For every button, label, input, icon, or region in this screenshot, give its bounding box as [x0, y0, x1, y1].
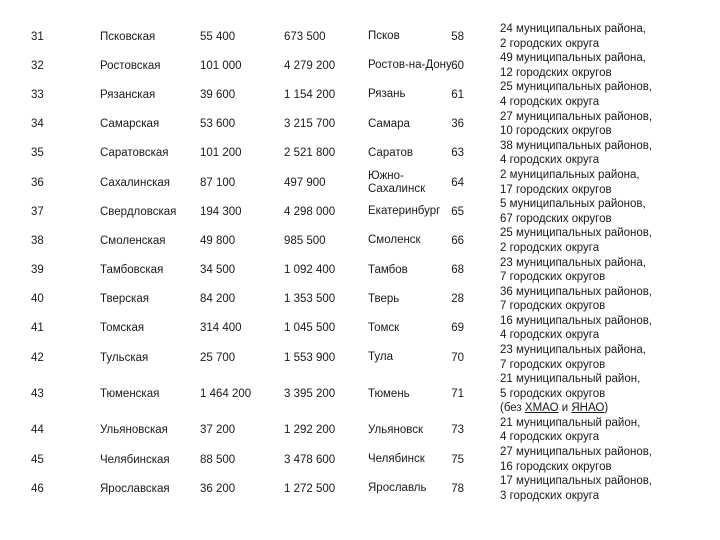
row-number: 36: [31, 176, 44, 189]
table-row: [0, 22, 720, 51]
region-population: 985 500: [284, 234, 326, 247]
region-capital: Ростов-на-Дону: [368, 59, 452, 72]
municipal-composition: [500, 445, 720, 474]
region-name: Тамбовская: [100, 264, 164, 277]
municipal-line: 17 муниципальных районов,: [500, 475, 653, 488]
region-population: 1 154 200: [284, 88, 336, 101]
region-area: 55 400: [200, 30, 236, 43]
region-name: Самарская: [100, 118, 160, 131]
region-area: 101 000: [200, 59, 242, 72]
municipal-composition: [500, 256, 720, 285]
municipal-line: 27 муниципальных районов,: [500, 110, 653, 123]
municipal-composition: [500, 474, 720, 503]
region-population: 1 045 500: [284, 322, 336, 335]
region-code: 70: [451, 351, 464, 364]
region-code: 65: [451, 205, 464, 218]
region-name: Тульская: [100, 351, 149, 364]
table-row: [0, 343, 720, 372]
row-number: 38: [31, 234, 44, 247]
municipal-composition: [500, 416, 720, 445]
municipal-composition: [500, 139, 720, 168]
region-capital: Тула: [368, 351, 393, 364]
municipal-line: 2 муниципальных района,: [500, 168, 640, 181]
region-capital: Смоленск: [368, 234, 421, 247]
region-name: Томская: [100, 322, 145, 335]
region-population: 3 215 700: [284, 118, 336, 131]
municipal-composition: [500, 372, 720, 416]
row-number: 43: [31, 388, 44, 401]
row-number: 44: [31, 424, 44, 437]
row-number: 31: [31, 30, 44, 43]
municipal-line: 7 городских округов: [500, 358, 606, 371]
region-name: Рязанская: [100, 88, 156, 101]
table-row: [0, 139, 720, 168]
region-code: 75: [451, 453, 464, 466]
region-population: 1 553 900: [284, 351, 336, 364]
region-area: 314 400: [200, 322, 242, 335]
region-area: 53 600: [200, 118, 236, 131]
municipal-line: 17 городских округов: [500, 183, 612, 196]
region-name: Смоленская: [100, 234, 166, 247]
municipal-line: 38 муниципальных районов,: [500, 139, 653, 152]
row-number: 40: [31, 293, 44, 306]
municipal-line: 2 городских округа: [500, 37, 600, 50]
region-code: 71: [451, 388, 464, 401]
municipal-line: 5 городских округов: [500, 387, 606, 400]
region-area: 49 800: [200, 234, 236, 247]
municipal-line: 12 городских округов: [500, 66, 612, 79]
municipal-line: 25 муниципальных районов,: [500, 81, 653, 94]
municipal-line: 3 городских округа: [500, 489, 600, 502]
region-name: Псковская: [100, 30, 156, 43]
municipal-line: 2 городских округа: [500, 241, 600, 254]
regions-table: [0, 22, 720, 503]
row-number: 39: [31, 264, 44, 277]
region-code: 61: [451, 88, 464, 101]
region-code: 60: [451, 59, 464, 72]
region-code: 63: [451, 147, 464, 160]
region-population: 2 521 800: [284, 147, 336, 160]
municipal-line: 24 муниципальных района,: [500, 23, 646, 35]
region-area: 87 100: [200, 176, 236, 189]
table-row: [0, 314, 720, 343]
municipal-line: 16 муниципальных районов,: [500, 314, 653, 327]
row-number: 37: [31, 205, 44, 218]
municipal-line: 4 городских округа: [500, 154, 600, 167]
region-code: 68: [451, 264, 464, 277]
region-capital: Екатеринбург: [368, 205, 441, 218]
region-name: Сахалинская: [100, 176, 170, 189]
region-name: Тюменская: [100, 388, 160, 401]
note-text: и: [558, 402, 572, 415]
row-number: 34: [31, 118, 44, 131]
municipal-line: 4 городских округа: [500, 95, 600, 108]
municipal-note: [500, 401, 608, 416]
region-name: Ярославская: [100, 482, 170, 495]
region-population: 4 298 000: [284, 205, 336, 218]
note-text: (без: [500, 402, 525, 415]
region-capital: Южно-Сахалинск: [368, 169, 426, 195]
table-row: [0, 168, 720, 197]
row-number: 46: [31, 482, 44, 495]
row-number: 45: [31, 453, 44, 466]
region-population: 1 272 500: [284, 482, 336, 495]
region-area: 39 600: [200, 88, 236, 101]
municipal-line: 4 городских округа: [500, 329, 600, 342]
municipal-line: 67 городских округов: [500, 212, 612, 225]
region-area: 36 200: [200, 482, 236, 495]
table-row: [0, 226, 720, 255]
region-population: 4 279 200: [284, 59, 336, 72]
region-name: Ростовская: [100, 59, 161, 72]
municipal-composition: [500, 343, 720, 372]
region-area: 37 200: [200, 424, 236, 437]
region-capital: Томск: [368, 321, 400, 334]
table-row: [0, 110, 720, 139]
hmao-link[interactable]: ХМАО: [524, 402, 559, 415]
table-row: [0, 80, 720, 109]
region-area: 194 300: [200, 205, 242, 218]
region-capital: Рязань: [368, 88, 406, 101]
municipal-line: 4 городских округа: [500, 431, 600, 444]
region-code: 78: [451, 482, 464, 495]
region-code: 28: [451, 293, 464, 306]
table-row: [0, 285, 720, 314]
region-capital: Челябинск: [368, 453, 425, 466]
region-capital: Ярославль: [368, 482, 427, 495]
municipal-composition: [500, 51, 720, 80]
region-capital: Самара: [368, 117, 410, 130]
note-text: ): [604, 402, 609, 415]
region-code: 66: [451, 234, 464, 247]
row-number: 42: [31, 351, 44, 364]
municipal-line: 21 муниципальный район,: [500, 373, 641, 386]
row-number: 33: [31, 88, 44, 101]
region-capital: Тюмень: [368, 387, 410, 400]
yanao-link[interactable]: ЯНАО: [571, 402, 605, 415]
region-area: 1 464 200: [200, 388, 252, 401]
municipal-line: 23 муниципальных района,: [500, 256, 646, 269]
municipal-line: 7 городских округов: [500, 271, 606, 284]
municipal-line: 16 городских округов: [500, 460, 612, 473]
region-population: 1 092 400: [284, 264, 336, 277]
region-area: 84 200: [200, 293, 236, 306]
row-number: 32: [31, 59, 44, 72]
municipal-line: 21 муниципальный район,: [500, 416, 641, 429]
region-area: 25 700: [200, 351, 236, 364]
municipal-line: 23 муниципальных района,: [500, 344, 646, 357]
municipal-composition: [500, 314, 720, 343]
region-name: Тверская: [100, 293, 149, 306]
row-number: 41: [31, 322, 44, 335]
region-name: Ульяновская: [100, 424, 168, 437]
municipal-line: 27 муниципальных районов,: [500, 446, 653, 459]
region-capital: Ульяновск: [368, 423, 423, 436]
region-area: 34 500: [200, 264, 236, 277]
table-row: [0, 416, 720, 445]
table-row: [0, 445, 720, 474]
region-name: Челябинская: [100, 453, 170, 466]
region-population: 1 292 200: [284, 424, 336, 437]
table-row: [0, 372, 720, 416]
row-number: 35: [31, 147, 44, 160]
table-row: [0, 51, 720, 80]
region-capital: Псков: [368, 30, 400, 43]
municipal-line: 49 муниципальных района,: [500, 52, 646, 65]
region-code: 58: [451, 30, 464, 43]
region-population: 673 500: [284, 30, 326, 43]
municipal-composition: [500, 110, 720, 139]
region-capital: Саратов: [368, 146, 414, 159]
municipal-line: 10 городских округов: [500, 125, 612, 138]
municipal-composition: [500, 168, 720, 197]
municipal-line: 5 муниципальных районов,: [500, 198, 646, 211]
region-capital: Тверь: [368, 292, 400, 305]
municipal-composition: [500, 285, 720, 314]
table-row: [0, 256, 720, 285]
municipal-composition: [500, 226, 720, 255]
table-row: [0, 474, 720, 503]
table-row: [0, 197, 720, 226]
region-capital: Тамбов: [368, 263, 408, 276]
region-code: 64: [451, 176, 464, 189]
region-name: Саратовская: [100, 147, 169, 160]
municipal-composition: [500, 197, 720, 226]
region-area: 88 500: [200, 453, 236, 466]
region-population: 497 900: [284, 176, 326, 189]
municipal-line: 25 муниципальных районов,: [500, 227, 653, 240]
region-code: 69: [451, 322, 464, 335]
region-area: 101 200: [200, 147, 242, 160]
region-name: Свердловская: [100, 205, 177, 218]
region-code: 36: [451, 118, 464, 131]
region-population: 1 353 500: [284, 293, 336, 306]
municipal-composition: [500, 22, 720, 51]
region-code: 73: [451, 424, 464, 437]
municipal-composition: [500, 80, 720, 109]
municipal-line: 7 городских округов: [500, 300, 606, 313]
region-population: 3 478 600: [284, 453, 336, 466]
municipal-line: 36 муниципальных районов,: [500, 285, 653, 298]
region-population: 3 395 200: [284, 388, 336, 401]
